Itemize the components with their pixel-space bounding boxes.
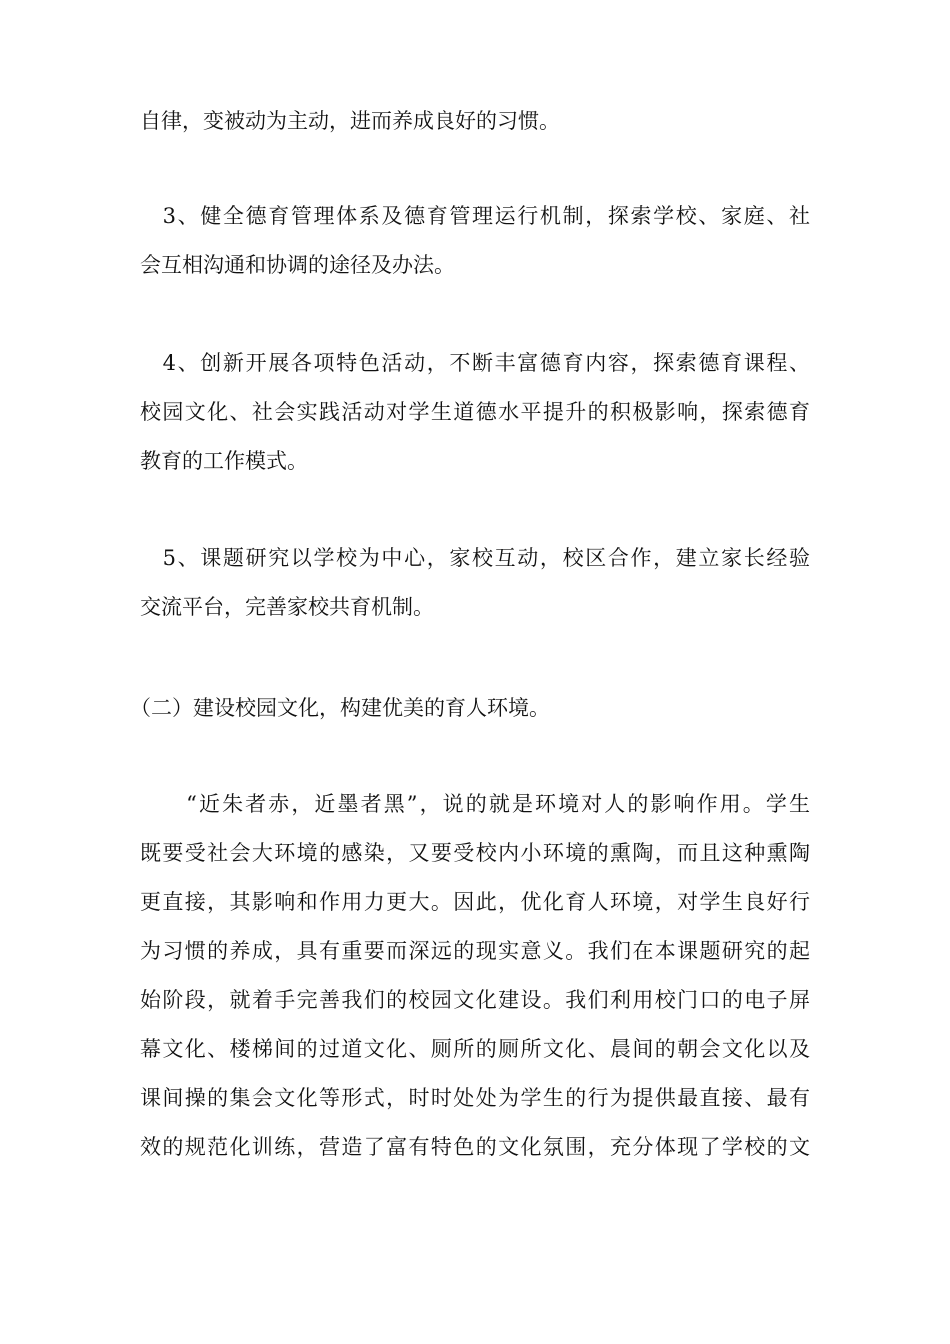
text-line: 校园文化、社会实践活动对学生道德水平提升的积极影响，探索德育 xyxy=(140,400,810,424)
paragraph-item-4 xyxy=(140,339,810,486)
text-line: “近朱者赤，近墨者黑”，说的就是环境对人的影响作用。学生 xyxy=(140,792,810,816)
text-line: 效的规范化训练，营造了富有特色的文化氛围，充分体现了学校的文 xyxy=(140,1135,810,1159)
section-heading xyxy=(130,684,800,733)
text-line: 幕文化、楼梯间的过道文化、厕所的厕所文化、晨间的朝会文化以及 xyxy=(140,1037,810,1061)
text-line: 为习惯的养成，具有重要而深远的现实意义。我们在本课题研究的起 xyxy=(140,939,810,963)
text-line: 5、课题研究以学校为中心，家校互动，校区合作，建立家长经验 xyxy=(140,546,810,570)
text-line: 课间操的集会文化等形式，时时处处为学生的行为提供最直接、最有 xyxy=(140,1086,810,1110)
text-line: 教育的工作模式。 xyxy=(140,449,308,473)
text-line: 更直接，其影响和作用力更大。因此，优化育人环境，对学生良好行 xyxy=(140,890,810,914)
paragraph-item-3 xyxy=(140,192,810,290)
paragraph-culture xyxy=(140,780,810,1172)
text-line: 3、健全德育管理体系及德育管理运行机制，探索学校、家庭、社 xyxy=(140,204,810,228)
text-line: 会互相沟通和协调的途径及办法。 xyxy=(140,253,455,277)
text-line: 既要受社会大环境的感染，又要受校内小环境的熏陶，而且这种熏陶 xyxy=(140,841,810,865)
text-line: 4、创新开展各项特色活动，不断丰富德育内容，探索德育课程、 xyxy=(140,351,810,375)
text-line: 始阶段，就着手完善我们的校园文化建设。我们利用校门口的电子屏 xyxy=(140,988,810,1012)
text-line: 自律，变被动为主动，进而养成良好的习惯。 xyxy=(140,109,560,133)
text-line: （二）建设校园文化，构建优美的育人环境。 xyxy=(130,696,550,720)
paragraph-continuation xyxy=(140,97,810,146)
paragraph-item-5 xyxy=(140,534,810,632)
text-line: 交流平台，完善家校共育机制。 xyxy=(140,595,434,619)
